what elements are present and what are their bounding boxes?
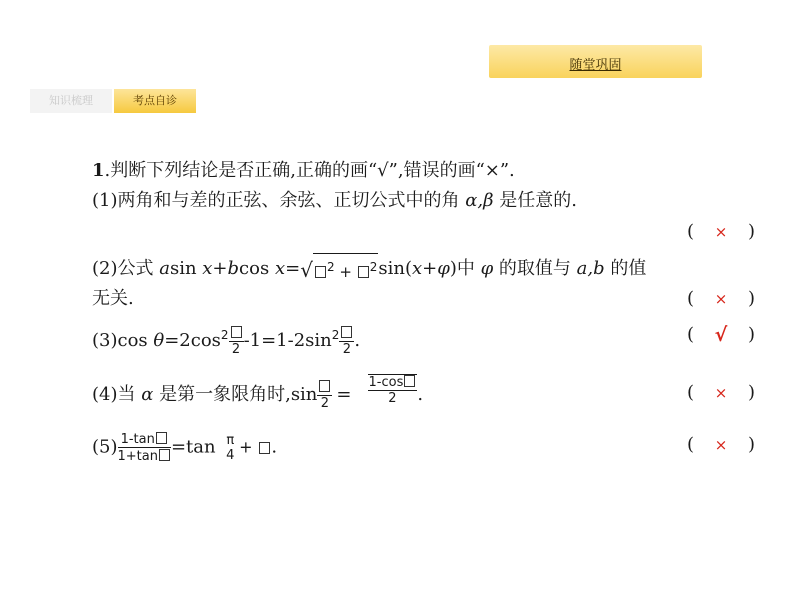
cross-mark: × [714,384,728,402]
f5-end: . [271,436,278,458]
item-4-label: (4)当 [92,384,142,405]
cross-mark: × [714,290,728,308]
question-stem [92,158,515,184]
placeholder-glyph [159,449,170,461]
f4-mid: 是第一象限角时,sin [153,384,318,405]
f5-den: 1+tan [117,449,158,464]
item-1-answer: ( × ) [687,219,755,245]
item-1-tail: 是任意的. [493,190,577,211]
question-stem-text: .判断下列结论是否正确,正确的画“√”,错误的画“×”. [104,160,515,181]
item-1 [92,188,577,214]
item-2 [92,253,647,282]
f2-rad-plus: + [339,263,352,281]
f2-ab: a,b [576,258,605,279]
cross-mark: × [714,223,728,241]
f2-b: b [227,258,240,279]
f2-tail2: 的值 [604,258,647,279]
f4-end: . [417,384,424,405]
item-4 [92,374,424,411]
f4-eq: = [336,384,352,405]
item-1-var: α,β [465,190,494,211]
tab-knowledge[interactable]: 知识梳理 [30,89,112,113]
item-5 [92,432,278,464]
f5-eq: =tan [170,436,222,458]
f4-frac [317,380,332,410]
f2-tail1: 的取值与 [493,258,577,279]
item-4-answer: ( × ) [687,380,755,406]
f4-num: 1-cos [368,374,404,390]
f4-frac2 [368,375,418,405]
placeholder-glyph [319,380,330,392]
f3-mid: -1=1-2sin [243,330,332,351]
f2-x1: x [202,258,213,279]
item-3 [92,322,361,357]
f3-den: 2 [231,342,241,357]
f2-plus2: + [422,258,438,279]
f5-frac [118,432,171,463]
placeholder-glyph [231,326,242,338]
f2-x3: x [411,258,423,279]
f2-eq: = [285,258,301,279]
f2-phi2: φ [480,258,494,279]
section-tab[interactable] [489,45,702,78]
f4-den2: 2 [388,390,397,406]
f2-sinx: sin( [378,258,412,279]
f3-frac [229,326,244,356]
item-2-answer: ( × ) [687,286,755,312]
f2-x2: x [274,258,286,279]
item-2-label: (2)公式 [92,258,160,279]
f5-pi: π [226,432,235,448]
f2-cos: cos [239,258,275,279]
item-5-label: (5) [92,436,118,458]
f4-alpha: α [141,384,154,405]
f2-plus: + [212,258,228,279]
placeholder-glyph [259,442,270,454]
f2-a: a [159,258,170,279]
f3-eq: =2cos [164,330,221,351]
f3-sup2: 2 [331,328,340,342]
f4-den: 2 [320,396,330,411]
check-mark: √ [714,324,728,346]
f5-plus: + [239,437,253,457]
cross-mark: × [714,436,728,454]
item-1-label: (1)两角和与差的正弦、余弦、正切公式中的角 [92,190,466,211]
item-3-label: (3)cos [92,330,154,351]
f4-radical [368,374,418,405]
question-number: 1 [92,160,105,181]
f2-mid: )中 [449,258,481,279]
f5-pi-frac [225,434,235,462]
tab-diagnosis[interactable]: 考点自诊 [114,89,196,113]
f3-theta: θ [153,330,165,351]
item-2-wrap: 无关. [92,288,134,309]
section-tab-label: 随堂巩固 [569,58,622,73]
f5-num: 1-tan [120,432,155,447]
item-5-answer: ( × ) [687,432,755,458]
placeholder-glyph [156,432,167,444]
f2-sin: sin [169,258,203,279]
placeholder-glyph [404,375,415,387]
f2-phi: φ [437,258,450,279]
f2-radical: √ $^2$ + $^2$ [300,253,378,285]
f3-end: . [354,330,361,351]
f3-sup: 2 [220,328,229,342]
f3-den2: 2 [342,342,352,357]
placeholder-glyph [358,266,369,278]
placeholder-glyph [341,326,352,338]
placeholder-glyph [315,266,326,278]
f5-four: 4 [226,447,235,463]
item-3-answer: ( √ ) [687,324,755,346]
f3-frac2 [339,326,354,356]
